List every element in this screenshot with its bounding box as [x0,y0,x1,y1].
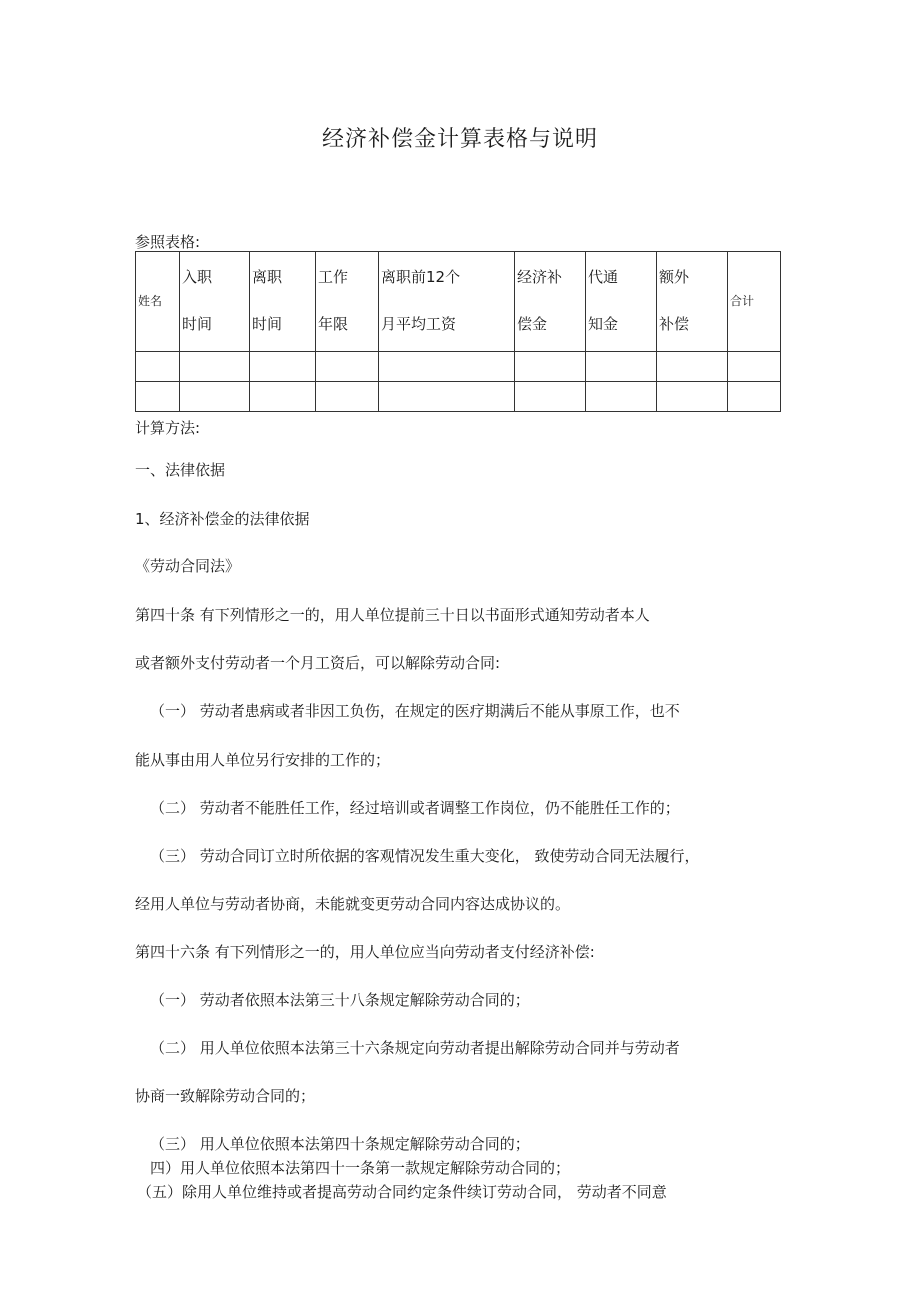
table-cell[interactable] [657,382,728,412]
table-cell[interactable] [136,352,180,382]
article-40-line-1: 第四十条 有下列情形之一的，用人单位提前三十日以书面形式通知劳动者本人 [135,606,650,624]
table-row [136,352,781,382]
table-cell[interactable] [136,382,180,412]
header-name: 姓名 [136,252,180,352]
article-46-item-4: 四）用人单位依照本法第四十一条第一款规定解除劳动合同的； [150,1159,571,1177]
article-46-item-1: （一） 劳动者依照本法第三十八条规定解除劳动合同的； [150,991,530,1009]
table-cell[interactable] [180,382,250,412]
law-name: 《劳动合同法》 [135,557,241,575]
calc-method-heading: 计算方法: [135,419,201,437]
header-notice-pay: 代通 知金 [586,252,657,352]
header-work-years: 工作 年限 [316,252,379,352]
table-cell[interactable] [728,352,781,382]
table-row [136,382,781,412]
table-cell[interactable] [379,382,515,412]
article-40-item-3-line-2: 经用人单位与劳动者协商，未能就变更劳动合同内容达成协议的。 [135,895,571,913]
article-40-item-3-line-1: （三） 劳动合同订立时所依据的客观情况发生重大变化， 致使劳动合同无法履行， [150,847,700,865]
header-hire-date: 入职 时间 [180,252,250,352]
article-46-item-2-line-2: 协商一致解除劳动合同的； [135,1087,316,1105]
table-cell[interactable] [515,382,586,412]
article-46-line-1: 第四十六条 有下列情形之一的，用人单位应当向劳动者支付经济补偿: [135,943,595,961]
table-cell[interactable] [250,382,316,412]
table-cell[interactable] [316,352,379,382]
article-46-item-3: （三） 用人单位依照本法第四十条规定解除劳动合同的； [150,1135,530,1153]
document-title: 经济补偿金计算表格与说明 [321,127,598,152]
article-46-item-5: （五）除用人单位维持或者提高劳动合同约定条件续订劳动合同， 劳动者不同意 [137,1183,667,1201]
article-40-item-2: （二） 劳动者不能胜任工作，经过培训或者调整工作岗位，仍不能胜任工作的； [150,799,680,817]
table-cell[interactable] [316,382,379,412]
article-46-item-2-line-1: （二） 用人单位依照本法第三十六条规定向劳动者提出解除劳动合同并与劳动者 [150,1039,680,1057]
article-40-line-2: 或者额外支付劳动者一个月工资后，可以解除劳动合同: [135,654,501,672]
table-cell[interactable] [586,352,657,382]
header-leave-date: 离职 时间 [250,252,316,352]
reference-table-label: 参照表格: [135,233,201,251]
compensation-table [135,251,781,412]
table-cell[interactable] [379,352,515,382]
table-header-row [136,252,781,352]
table-cell[interactable] [250,352,316,382]
table-cell[interactable] [586,382,657,412]
table-cell[interactable] [657,352,728,382]
header-compensation: 经济补 偿金 [515,252,586,352]
header-extra-compensation: 额外 补偿 [657,252,728,352]
section-legal-basis: 一、法律依据 [135,461,226,479]
header-total: 合计 [728,252,781,352]
table-cell[interactable] [180,352,250,382]
article-40-item-1-line-1: （一） 劳动者患病或者非因工负伤，在规定的医疗期满后不能从事原工作，也不 [150,702,680,720]
table-cell[interactable] [515,352,586,382]
table-cell[interactable] [728,382,781,412]
subsection-compensation-basis: 1、经济补偿金的法律依据 [135,510,310,528]
header-average-wage: 离职前12个 月平均工资 [379,252,515,352]
article-40-item-1-line-2: 能从事由用人单位另行安排的工作的； [135,751,391,769]
